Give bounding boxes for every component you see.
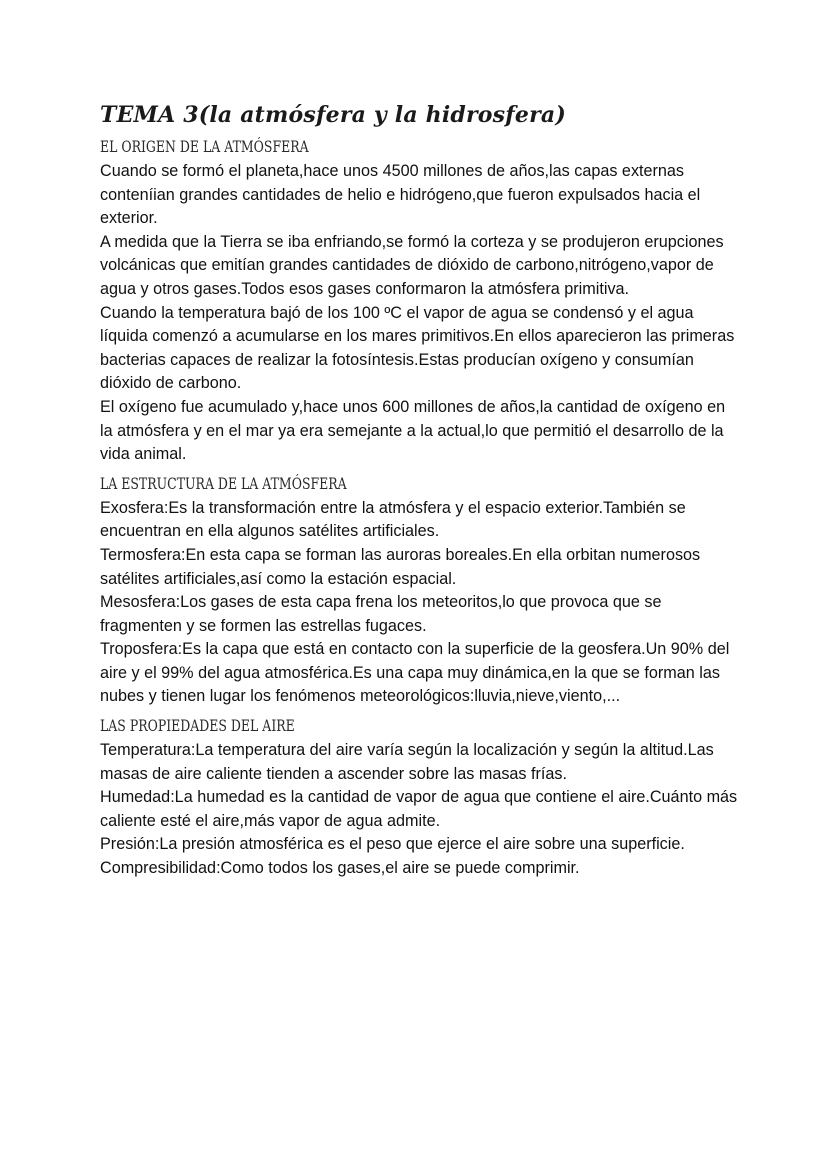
paragraph: Troposfera:Es la capa que está en contacto con la superficie de la geosfera.Un 90% del aire y el 99% del agua atmosférica.Es una capa muy dinámica,en la que se forman las nubes y tienen lugar los fenómenos meteorológicos:lluvia,nieve,viento,... — [100, 640, 730, 706]
document-page — [100, 100, 740, 885]
paragraph: Exosfera:Es la transformación entre la atmósfera y el espacio exterior.También se encuentran en ella algunos satélites artificiales. — [100, 498, 686, 541]
document-title: TEMA 3(la atmósfera y la hidrosfera) — [100, 102, 566, 128]
paragraph: Mesosfera:Los gases de esta capa frena los meteoritos,lo que provoca que se fragmenten y se formen las estrellas fugaces. — [100, 593, 662, 635]
paragraph: Termosfera:En esta capa se forman las auroras boreales.En ella orbitan numerosos satélites artificiales,así como la estación espacial. — [100, 545, 701, 588]
section-heading: LA ESTRUCTURA DE LA ATMÓSFERA — [100, 473, 347, 493]
paragraph: Humedad:La humedad es la cantidad de vapor de agua que contiene el aire.Cuánto más caliente esté el aire,más vapor de agua admite. — [100, 788, 738, 830]
paragraph: Compresibilidad:Como todos los gases,el aire se puede comprimir. — [100, 859, 580, 878]
paragraph: A medida que la Tierra se iba enfriando,se formó la corteza y se produjeron erupciones volcánicas que emitían grandes cantidades de dióxido de carbono,nitrógeno,vapor de agua y otros gases.Todos esos gases conformaron la atmósfera primitiva. — [100, 232, 724, 298]
paragraph: Presión:La presión atmosférica es el peso que ejerce el aire sobre una superficie. — [100, 835, 685, 854]
section-heading: LAS PROPIEDADES DEL AIRE — [100, 716, 295, 736]
paragraph: El oxígeno fue acumulado y,hace unos 600 millones de años,la cantidad de oxígeno en la atmósfera y en el mar ya era semejante a la actual,lo que permitió el desarrollo de la vida animal. — [100, 397, 726, 464]
section-propiedades — [100, 713, 740, 881]
paragraph: Cuando se formó el planeta,hace unos 4500 millones de años,las capas externas conteníian grandes cantidades de helio e hidrógeno,que fueron expulsados hacia el exterior. — [100, 162, 701, 228]
paragraph: Cuando la temperatura bajó de los 100 ºC el vapor de agua se condensó y el agua líquida comenzó a acumularse en los mares primitivos.En ellos aparecieron las primeras bacterias capaces de realizar la fotosíntesis.Estas producían oxígeno y consumían dióxido de carbono. — [100, 303, 735, 393]
section-origen — [100, 134, 740, 467]
section-heading: EL ORIGEN DE LA ATMÓSFERA — [100, 137, 309, 156]
section-estructura — [100, 471, 740, 709]
paragraph: Temperatura:La temperatura del aire varía según la localización y según la altitud.Las masas de aire caliente tienden a ascender sobre las masas frías. — [100, 741, 714, 783]
